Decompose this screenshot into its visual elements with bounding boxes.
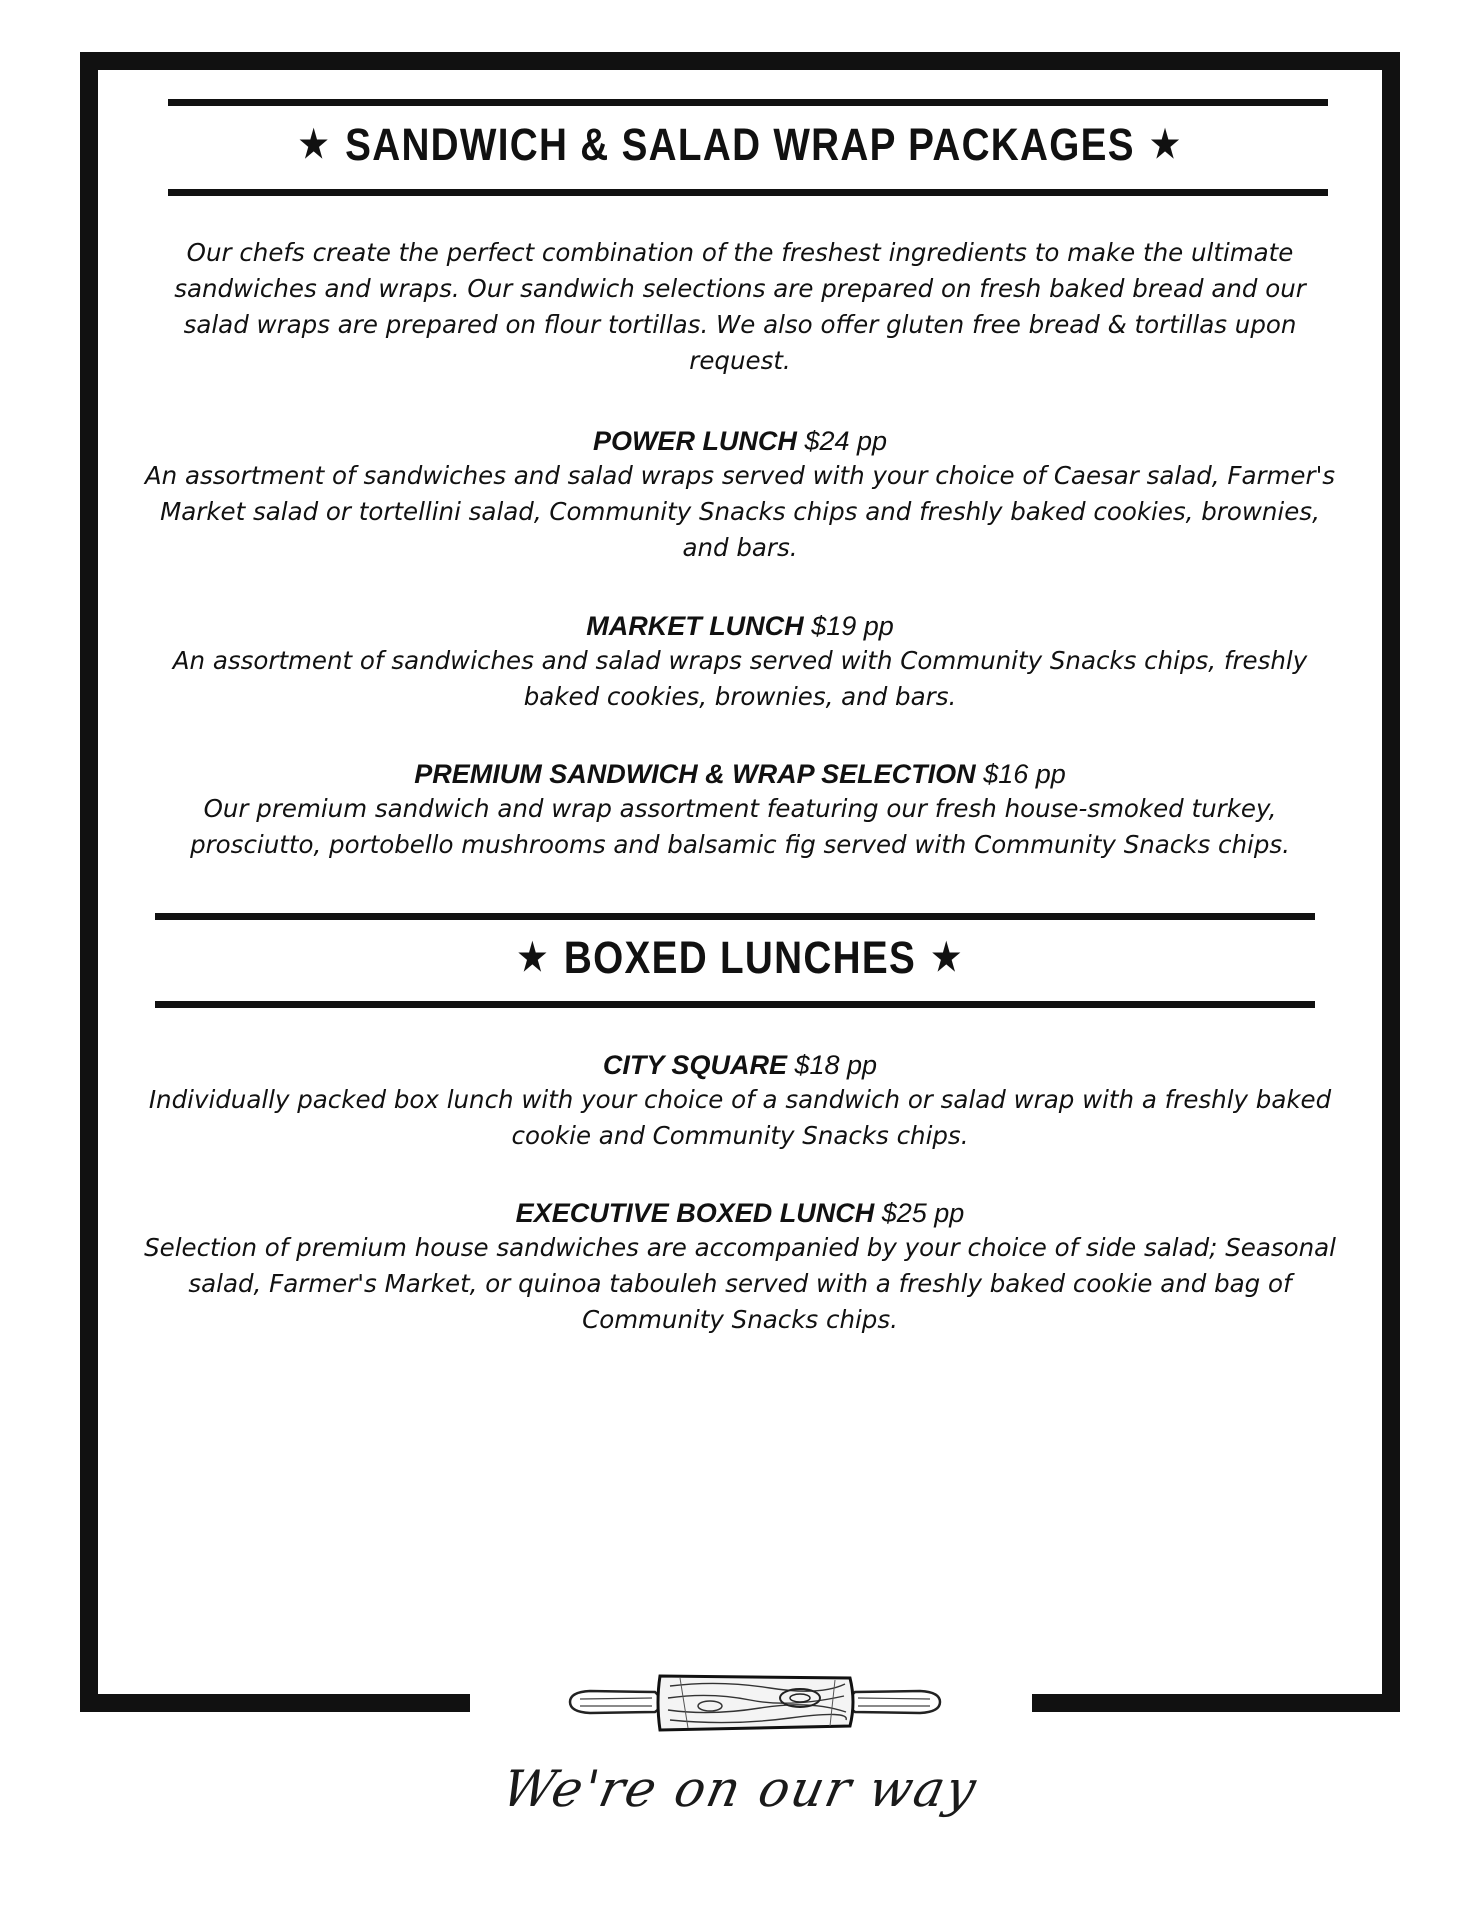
rolling-pin-icon — [560, 1654, 950, 1749]
item-title — [140, 1048, 1340, 1082]
section-heading-sandwich — [190, 115, 1291, 175]
star-icon: ★ — [517, 937, 549, 979]
item-title — [140, 757, 1340, 791]
menu-item-premium-selection — [140, 757, 1340, 863]
frame-bottom-left-border — [80, 1694, 470, 1712]
item-name: POWER LUNCH — [592, 426, 797, 456]
item-price: $18 pp — [794, 1050, 878, 1080]
item-price: $24 pp — [804, 426, 888, 456]
item-price: $19 pp — [811, 611, 894, 641]
heading-rule-bottom — [155, 1001, 1315, 1008]
frame-bottom-right-border — [1032, 1694, 1400, 1712]
section-title: SANDWICH & SALAD WRAP PACKAGES — [345, 119, 1135, 170]
item-name: CITY SQUARE — [602, 1050, 787, 1080]
heading-rule-bottom — [168, 189, 1328, 196]
item-price: $25 pp — [881, 1198, 965, 1228]
menu-item-executive-boxed-lunch — [140, 1196, 1340, 1338]
heading-rule-top — [168, 99, 1328, 106]
tagline: We're on our way — [497, 1760, 983, 1818]
item-description: An assortment of sandwiches and salad wraps served with Community Snacks chips, freshly baked cookies, brownies, and bars. — [172, 646, 1308, 711]
star-icon: ★ — [299, 124, 330, 166]
item-title — [140, 424, 1340, 458]
intro-paragraph: Our chefs create the perfect combination of the freshest ingredients to make the ultimate sandwiches and wraps. Our sandwich selections are prepared on fresh baked bread and our salad wraps are prepared on flour tortillas. We also offer gluten free bread & tortillas upon request. — [174, 238, 1306, 375]
heading-rule-top — [155, 913, 1315, 920]
menu-item-power-lunch — [140, 424, 1340, 566]
section-heading-boxed-lunches — [190, 928, 1291, 988]
item-price: $16 pp — [983, 759, 1066, 789]
item-description: Selection of premium house sandwiches are accompanied by your choice of side salad; Seasonal salad, Farmer's Market, or quinoa tabouleh served with a freshly baked cookie and bag of Community Snacks chips. — [144, 1233, 1336, 1334]
item-description: Individually packed box lunch with your choice of a sandwich or salad wrap with a freshly baked cookie and Community Snacks chips. — [148, 1085, 1332, 1150]
item-title — [140, 1196, 1340, 1230]
item-title — [140, 609, 1340, 643]
item-description: An assortment of sandwiches and salad wraps served with your choice of Caesar salad, Farmer's Market salad or tortellini salad, Community Snacks chips and freshly baked cookies, brownies, and bars. — [144, 461, 1336, 562]
menu-item-city-square — [140, 1048, 1340, 1154]
frame-left-border — [80, 52, 98, 1712]
item-name: MARKET LUNCH — [586, 611, 804, 641]
item-name: PREMIUM SANDWICH & WRAP SELECTION — [414, 759, 976, 789]
item-description: Our premium sandwich and wrap assortment featuring our fresh house-smoked turkey, prosciutto, portobello mushrooms and balsamic fig served with Community Snacks chips. — [190, 794, 1290, 859]
frame-top-border — [80, 52, 1400, 70]
frame-right-border — [1382, 52, 1400, 1712]
star-icon: ★ — [931, 937, 963, 979]
item-name: EXECUTIVE BOXED LUNCH — [515, 1198, 875, 1228]
star-icon: ★ — [1150, 124, 1181, 166]
menu-item-market-lunch — [140, 609, 1340, 715]
section-title: BOXED LUNCHES — [563, 932, 917, 983]
